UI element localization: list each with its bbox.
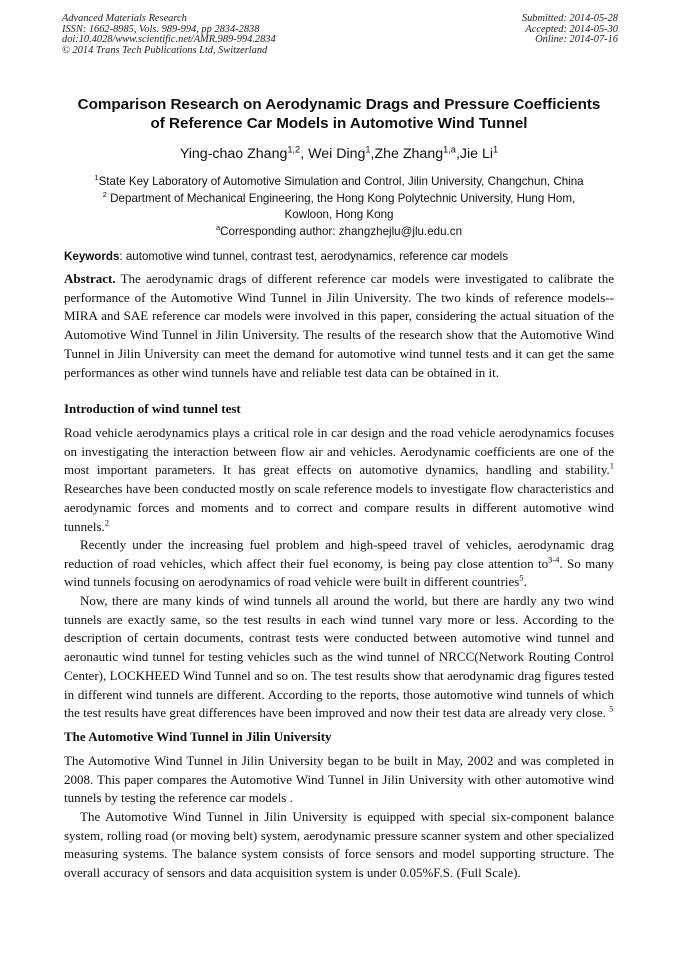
paragraph-text: . [523,574,527,590]
jilin-paragraph-2: The Automotive Wind Tunnel in Jilin University is equipped with special six-component balance system, rolling road (or moving belt) system, aerodynamic pressure scanner system and other specialized measuring systems. The balance system consists of force sensors and model supporting structure. The overall accuracy of sensors and data acquisition system is under 0.05%F.S. (Full Scale). [64,809,614,881]
affiliation-2 [40,191,638,208]
keywords-text: : automotive wind tunnel, contrast test, aerodynamics, reference car models [119,250,508,263]
title-line-1: Comparison Research on Aerodynamic Drags and Pressure Coefficients [77,96,601,113]
submission-dates [522,14,618,46]
author-sup: 1,a [443,144,456,155]
affiliation-2-cont [40,207,638,224]
copyright-line: © 2014 Trans Tech Publications Ltd, Switzerland [62,44,268,56]
paragraph-text: . So many wind tunnels focusing on aerodynamics of road vehicle were built in different countries [64,555,614,590]
corresponding-email: Corresponding author: zhangzhejlu@jlu.edu.cn [220,224,463,238]
affiliation-text: Department of Mechanical Engineering, the Hong Kong Polytechnic University, Hung Hom, [106,191,576,205]
author-sup: 1 [493,144,499,155]
corresponding-author [40,224,638,241]
affiliations [40,174,638,240]
intro-paragraph-3 [64,592,614,723]
author-sup: 1,2 [287,144,301,155]
keywords [64,249,624,264]
citation-ref: 3-4 [548,554,560,565]
author-name: Ying-chao Zhang [179,146,288,162]
journal-info [62,14,276,56]
submitted-date: Submitted: 2014-05-28 [521,13,618,24]
intro-paragraph-1 [64,424,614,536]
issn-line: ISSN: 1662-8985, Vols. 989-994, pp 2834-2838 [62,23,260,35]
author-sup: 1 [365,144,371,155]
author-name: Wei Ding [308,146,366,162]
author-separator: , [455,146,460,162]
affiliation-sup: 2 [102,189,107,199]
journal-name: Advanced Materials Research [62,13,187,24]
section-heading-jilin-tunnel: The Automotive Wind Tunnel in Jilin University [64,729,332,744]
paragraph-text: Now, there are many kinds of wind tunnels all around the world, but there are hardly any two wind tunnels are exactly same, so the test results in each wind tunnel vary more or less. According to the description of certain documents, contrast tests were conducted between automotive wind tunnel and aeronautic wind tunnel for testing vehicles such as the wind tunnel of NRCC(Network Routing Control Center), LOCKHEED Wind Tunnel and so on. The test results show that aerodynamic drag figures tested in different wind tunnels are different. According to the reports, those automotive wind tunnels of which the test results have great differences have been improved and now their test data are already very close. [64,593,614,721]
author-separator: , [370,146,375,162]
citation-ref: 5 [519,573,524,584]
affiliation-sup: 1 [94,173,99,183]
online-date: Online: 2014-07-16 [535,34,618,46]
affiliation-text: Kowloon, Hong Kong [284,208,394,221]
citation-ref: 2 [104,517,110,528]
accepted-date: Accepted: 2014-05-30 [525,23,618,35]
paper-title [40,95,638,133]
author-name: Jie Li [459,146,494,162]
doi-line: doi:10.4028/www.scientific.net/AMR.989-994.2834 [62,34,276,46]
title-line-2: of Reference Car Models in Automotive Wind Tunnel [150,115,528,132]
author-separator: , [300,146,309,162]
section-heading-introduction: Introduction of wind tunnel test [64,401,241,416]
author-list [40,145,638,163]
affiliation-1 [40,174,638,191]
keywords-label: Keywords [64,250,120,263]
author-name: Zhe Zhang [374,146,444,162]
affiliation-sup: a [215,222,221,232]
intro-paragraph-2 [64,536,614,592]
paragraph-text: Road vehicle aerodynamics plays a critical role in car design and the road vehicle aerodynamics focuses on investigating the interaction between flow air and vehicles. Aerodynamic coefficients are one of the most important parameters. It has great effects on automotive dynamics, handling and stability. [64,425,614,478]
jilin-paragraph-1: The Automotive Wind Tunnel in Jilin University began to be built in May, 2002 and was completed in 2008. This paper compares the Automotive Wind Tunnel in Jilin University with other automotive wind tunnels by testing the reference car models . [64,753,614,806]
paragraph-text: Recently under the increasing fuel problem and high-speed travel of vehicles, aerodynamic drag reduction of road vehicles, which affect their fuel economy, is being pay close attention to [64,537,614,571]
citation-ref: 5 [609,703,614,714]
abstract-text: The aerodynamic drags of different reference car models were investigated to calibrate the performance of the Automotive Wind Tunnel in Jilin University. The two kinds of reference models--MIRA and SAE reference car models were involved in this paper, considering the actual situation of the Automotive Wind Tunnel in Jilin University. The results of the research show that the Automotive Wind Tunnel in Jilin University can meet the demand for automotive wind tunnel tests and it can get the same performances as other wind tunnels have and reliable test data can be obtained in it. [64,271,614,380]
affiliation-text: State Key Laboratory of Automotive Simulation and Control, Jilin University, Changchun, China [98,175,584,188]
abstract [64,270,614,382]
paragraph-text: Researches have been conducted mostly on scale reference models to investigate flow characteristics and aerodynamic forces and moments and to correct and compare results in different automotive wind tunnels. [64,481,614,534]
abstract-label: Abstract. [64,271,116,286]
citation-ref: 1 [609,461,614,472]
